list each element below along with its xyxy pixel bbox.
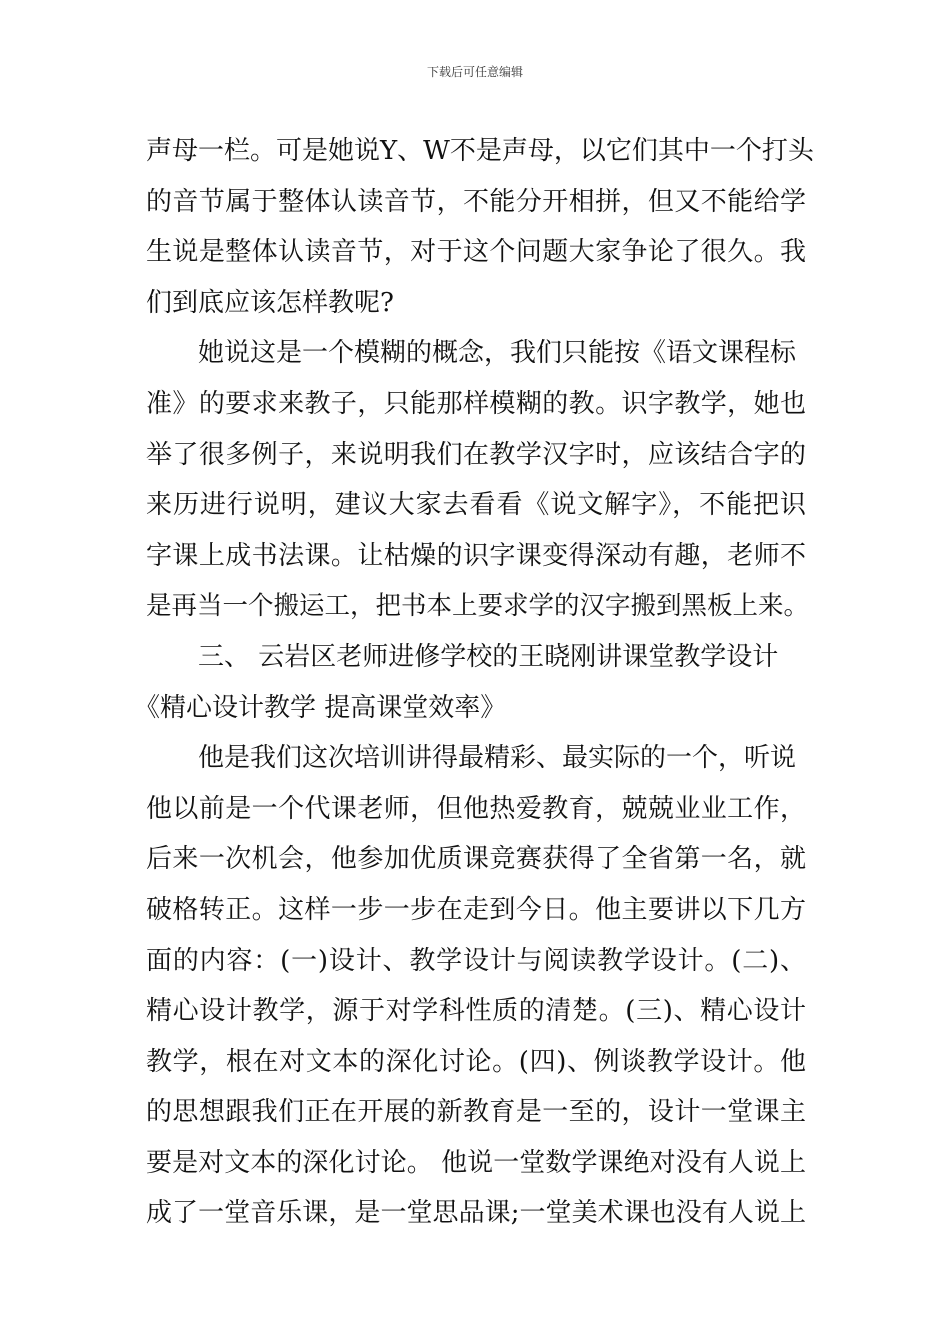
page-header: 下载后可任意编辑 [426, 65, 523, 79]
text-line: 声母一栏。可是她说Y、W不是声母，以它们其中一个打头 [146, 136, 814, 166]
body-text [134, 126, 814, 1239]
text-line: 来历进行说明，建议大家去看看《说文解字》，不能把识 [146, 490, 806, 521]
text-line: 举了很多例子，来说明我们在教学汉字时，应该结合字的 [146, 439, 806, 470]
text-line: 后来一次机会，他参加优质课竞赛获得了全省第一名，就 [146, 844, 806, 875]
text-line: 的音节属于整体认读音节，不能分开相拼，但又不能给学 [146, 186, 806, 217]
text-line: 他以前是一个代课老师，但他热爱教育，兢兢业业工作， [146, 793, 806, 824]
text-line: 是再当一个搬运工，把书本上要求学的汉字搬到黑板上来。 [146, 591, 810, 622]
text-line: 准》的要求来教子，只能那样模糊的教。识字教学，她也 [146, 388, 806, 419]
text-line: 面的内容：(一)设计、教学设计与阅读教学设计。(二)、 [146, 945, 806, 976]
section-heading: 三、 云岩区老师进修学校的王晓刚讲课堂教学设计 [198, 641, 779, 672]
text-line: 生说是整体认读音节，对于这个问题大家争论了很久。我 [146, 237, 806, 268]
text-line: 们到底应该怎样教呢? [146, 287, 394, 318]
text-line: 的思想跟我们正在开展的新教育是一至的，设计一堂课主 [146, 1097, 806, 1128]
text-line: 要是对文本的深化讨论。 他说一堂数学课绝对没有人说上 [146, 1147, 806, 1178]
section-title: 《精心设计教学 提高课堂效率》 [134, 692, 507, 723]
paragraph-start-line: 他是我们这次培训讲得最精彩、最实际的一个，听说 [198, 743, 797, 774]
text-line: 成了一堂音乐课，是一堂思品课;一堂美术课也没有人说上 [146, 1198, 806, 1229]
text-line: 破格转正。这样一步一步在走到今日。他主要讲以下几方 [146, 894, 806, 925]
text-line: 精心设计教学，源于对学科性质的清楚。(三)、精心设计 [146, 996, 806, 1027]
text-line: 字课上成书法课。让枯燥的识字课变得深动有趣，老师不 [146, 540, 806, 571]
text-line: 教学，根在对文本的深化讨论。(四)、例谈教学设计。他 [146, 1046, 806, 1077]
paragraph-start-line: 她说这是一个模糊的概念，我们只能按《语文课程标 [198, 338, 797, 369]
